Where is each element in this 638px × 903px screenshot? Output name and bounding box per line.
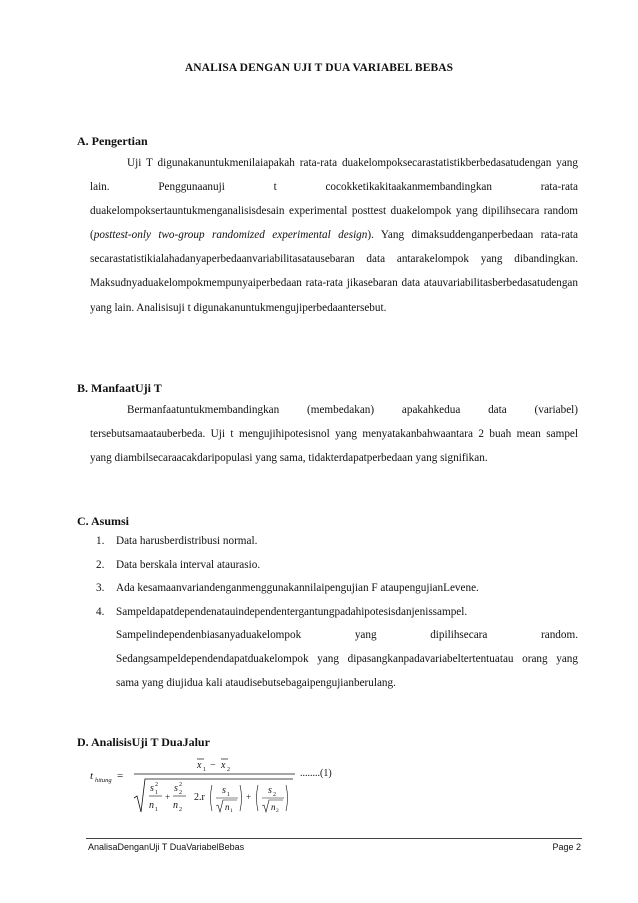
formula-x1: x <box>197 760 202 771</box>
formula-n1-sub: 1 <box>155 807 158 813</box>
formula-x1-sub: 1 <box>203 767 206 773</box>
section-a-text-2: ). Yang dimaksuddenganperbedaan rata-rata secarastatistikialahadanyaperbedaanvariabilitasatausebaran data antarakelompok yang dibandingkan. Maksudnyaduakelompokmempunyaiperbedaan rata-rata jikasebaran data atauvariabilitasberbedasatudengan yang lain. Analisisuji t digunakanuntukmengujiperbedaantersebut. <box>90 229 578 314</box>
page-footer <box>88 842 581 852</box>
list-item: 4. Sampeldapatdependenatauindependentergantungpadahipotesisdanjenissampel. Sampelindependenbiasanyaduakelompok yang dipilihsecara random. Sedangsampeldependendapatduakelompok yang dipasangkanpadavariabeltertentuatau orang yang sama yang diujidua kali ataudisebutsebagaipengujianberulang. <box>96 605 578 689</box>
formula-minus: − <box>210 760 216 771</box>
formula-s2-b-sub: 2 <box>273 792 276 798</box>
formula-two-r: 2.r <box>194 792 205 803</box>
formula-s1-b-sub: 1 <box>227 792 230 798</box>
formula-s2-b: s <box>268 785 272 796</box>
formula-x2: x <box>221 760 226 771</box>
section-a-text-1: Uji T digunakanuntukmenilaiapakah rata-rata duakelompoksecarastatistikberbedasatudengan yang lain. Penggunaanuji t cocokketikakitaakanmembandingkan rata-rata duakelompoksertauntukmenganalisisdesain experimental posttest duakelompok yang dipilihsecara random ( <box>90 157 578 242</box>
formula-s2-sq: 2 <box>179 782 182 788</box>
section-a-heading: A. Pengertian <box>77 134 148 148</box>
formula-lhs: t <box>90 770 94 782</box>
formula-s1-sub: 1 <box>155 790 158 796</box>
formula-s2-sub: 2 <box>179 790 182 796</box>
formula-s1-sq: 2 <box>155 782 158 788</box>
footer-divider <box>86 838 582 839</box>
list-item: 1. Data harusberdistribusi normal. <box>96 535 258 547</box>
section-a-paragraph <box>90 151 578 320</box>
section-b-paragraph <box>90 398 578 470</box>
section-c-heading: C. Asumsi <box>77 514 130 528</box>
formula-n1: n <box>149 800 154 811</box>
formula-label: ........(1) <box>300 768 332 779</box>
formula-x2-sub: 2 <box>227 767 230 773</box>
formula-equals: = <box>117 770 124 782</box>
section-b-heading: B. ManfaatUji T <box>77 381 162 395</box>
formula-n2: n <box>173 800 178 811</box>
formula-n1-b-sub: 1 <box>230 808 233 814</box>
list-item: 3. Ada kesamaanvariandenganmenggunakannilaipengujian F ataupengujianLevene. <box>96 582 479 595</box>
formula-s1-b: s <box>222 785 226 796</box>
formula-n2-b-sub: 2 <box>276 808 279 814</box>
list-item: 2. Data berskala interval ataurasio. <box>96 558 261 571</box>
formula-lhs-sub: hitung <box>95 777 112 784</box>
t-test-formula <box>90 754 390 814</box>
formula-s2: s <box>174 783 178 794</box>
formula-s1: s <box>150 783 154 794</box>
formula-n1-b: n <box>225 802 230 812</box>
section-a-italic-term: posttest-only two-group randomized experimental design <box>93 229 368 242</box>
formula-plus-2: + <box>246 792 252 802</box>
formula-plus-1: + <box>165 792 171 802</box>
formula-n2-sub: 2 <box>179 807 182 813</box>
section-d-heading: D. AnalisisUji T DuaJalur <box>77 735 210 749</box>
document-title: ANALISA DENGAN UJI T DUA VARIABEL BEBAS <box>184 62 454 74</box>
section-b-text: Bermanfaatuntukmembandingkan (membedakan) apakahkedua data (variabel) tersebutsamaatauberbeda. Uji t mengujihipotesisnol yang menyatakanbahwaantara 2 buah mean sampel yang diambilsecaraacakdaripopulasi yang sama, tidakterdapatperbedaan yang signifikan. <box>90 404 578 465</box>
formula-n2-b: n <box>271 802 276 812</box>
assumption-list <box>96 530 578 695</box>
footer-document-name: AnalisaDenganUji T DuaVariabelBebas <box>88 842 245 852</box>
footer-page-number: Page 2 <box>552 842 581 852</box>
